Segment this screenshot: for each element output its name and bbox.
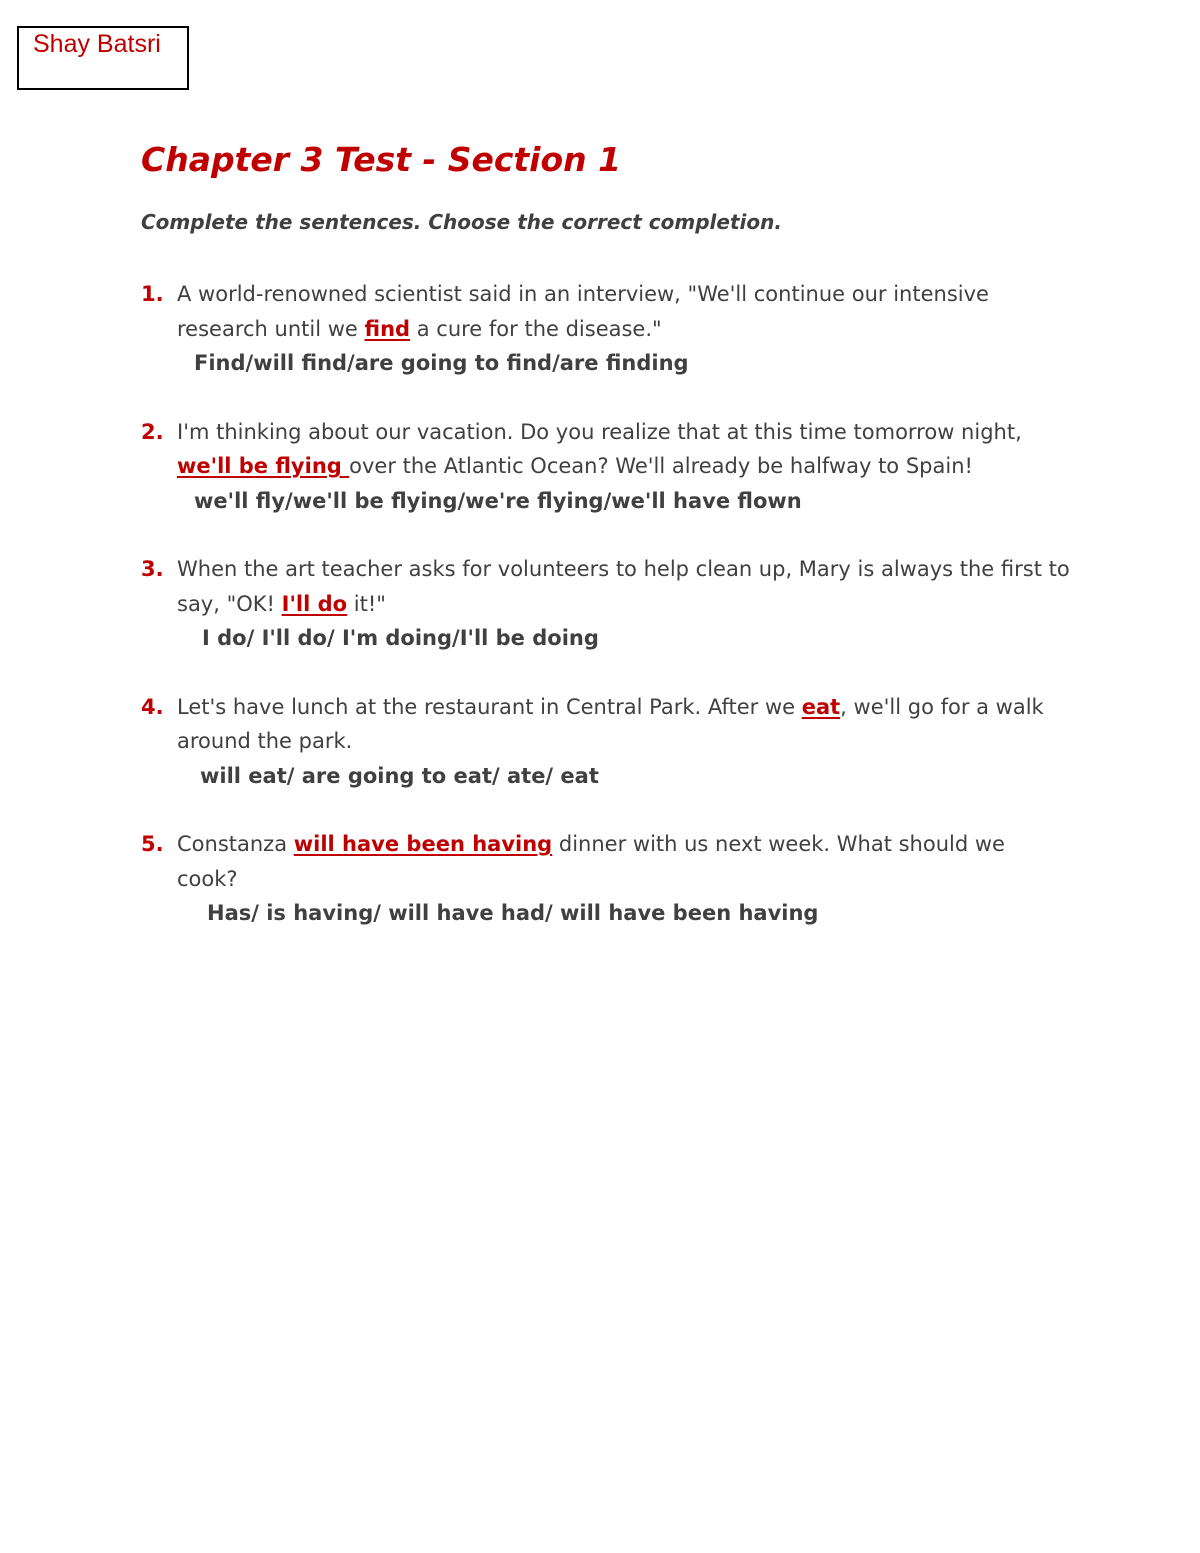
question-text-after: over the Atlantic Ocean? We'll already be halfway to Spain! bbox=[349, 454, 973, 478]
answer-options: we'll fly/we'll be flying/we're flying/we'll have flown bbox=[194, 488, 802, 513]
question-number: 2. bbox=[141, 419, 164, 444]
question-text bbox=[177, 415, 1071, 484]
answer-options: Find/will find/are going to find/are finding bbox=[194, 351, 689, 375]
question-number: 4. bbox=[141, 694, 164, 719]
question-5 bbox=[141, 827, 1071, 931]
question-list bbox=[141, 277, 1071, 931]
question-text-after: a cure for the disease." bbox=[410, 316, 662, 341]
answer-text: I'll do bbox=[281, 591, 348, 616]
question-text bbox=[177, 552, 1071, 621]
question-text-before: Constanza bbox=[177, 832, 294, 856]
question-text bbox=[177, 690, 1071, 759]
name-box bbox=[17, 26, 189, 90]
answer-text: we'll be flying bbox=[177, 454, 350, 478]
student-name: Shay Batsri bbox=[33, 30, 161, 58]
question-2 bbox=[141, 415, 1071, 519]
question-1 bbox=[141, 277, 1071, 381]
answer-text: eat bbox=[801, 694, 841, 719]
answer-options: Has/ is having/ will have had/ will have been having bbox=[207, 901, 819, 925]
question-text-after: , we'll go for a walk around the park. bbox=[177, 694, 1044, 753]
question-text-after: it!" bbox=[347, 591, 386, 616]
question-text-after: dinner with us next week. What should we cook? bbox=[177, 832, 1005, 891]
document-content bbox=[141, 138, 1071, 965]
question-number: 3. bbox=[141, 557, 164, 581]
answer-text: find bbox=[364, 316, 411, 341]
question-4 bbox=[141, 690, 1071, 794]
question-text-before: A world-renowned scientist said in an interview, "We'll continue our intensive research until we bbox=[177, 282, 989, 341]
answer-text: will have been having bbox=[293, 832, 553, 856]
answer-options: will eat/ are going to eat/ ate/ eat bbox=[200, 763, 599, 788]
question-number: 1. bbox=[141, 282, 164, 306]
question-text-before: Let's have lunch at the restaurant in Central Park. After we bbox=[177, 694, 802, 719]
page-title: Chapter 3 Test - Section 1 bbox=[141, 140, 622, 179]
question-number: 5. bbox=[141, 832, 164, 856]
question-text-before: When the art teacher asks for volunteers to help clean up, Mary is always the first to say, "OK! bbox=[177, 557, 1070, 616]
instruction-text: Complete the sentences. Choose the correct completion. bbox=[141, 210, 782, 234]
question-text bbox=[177, 277, 1071, 346]
question-text-before: I'm thinking about our vacation. Do you realize that at this time tomorrow night, bbox=[177, 419, 1022, 444]
question-3 bbox=[141, 552, 1071, 656]
question-text bbox=[177, 827, 1071, 896]
answer-options: I do/ I'll do/ I'm doing/I'll be doing bbox=[202, 626, 599, 650]
